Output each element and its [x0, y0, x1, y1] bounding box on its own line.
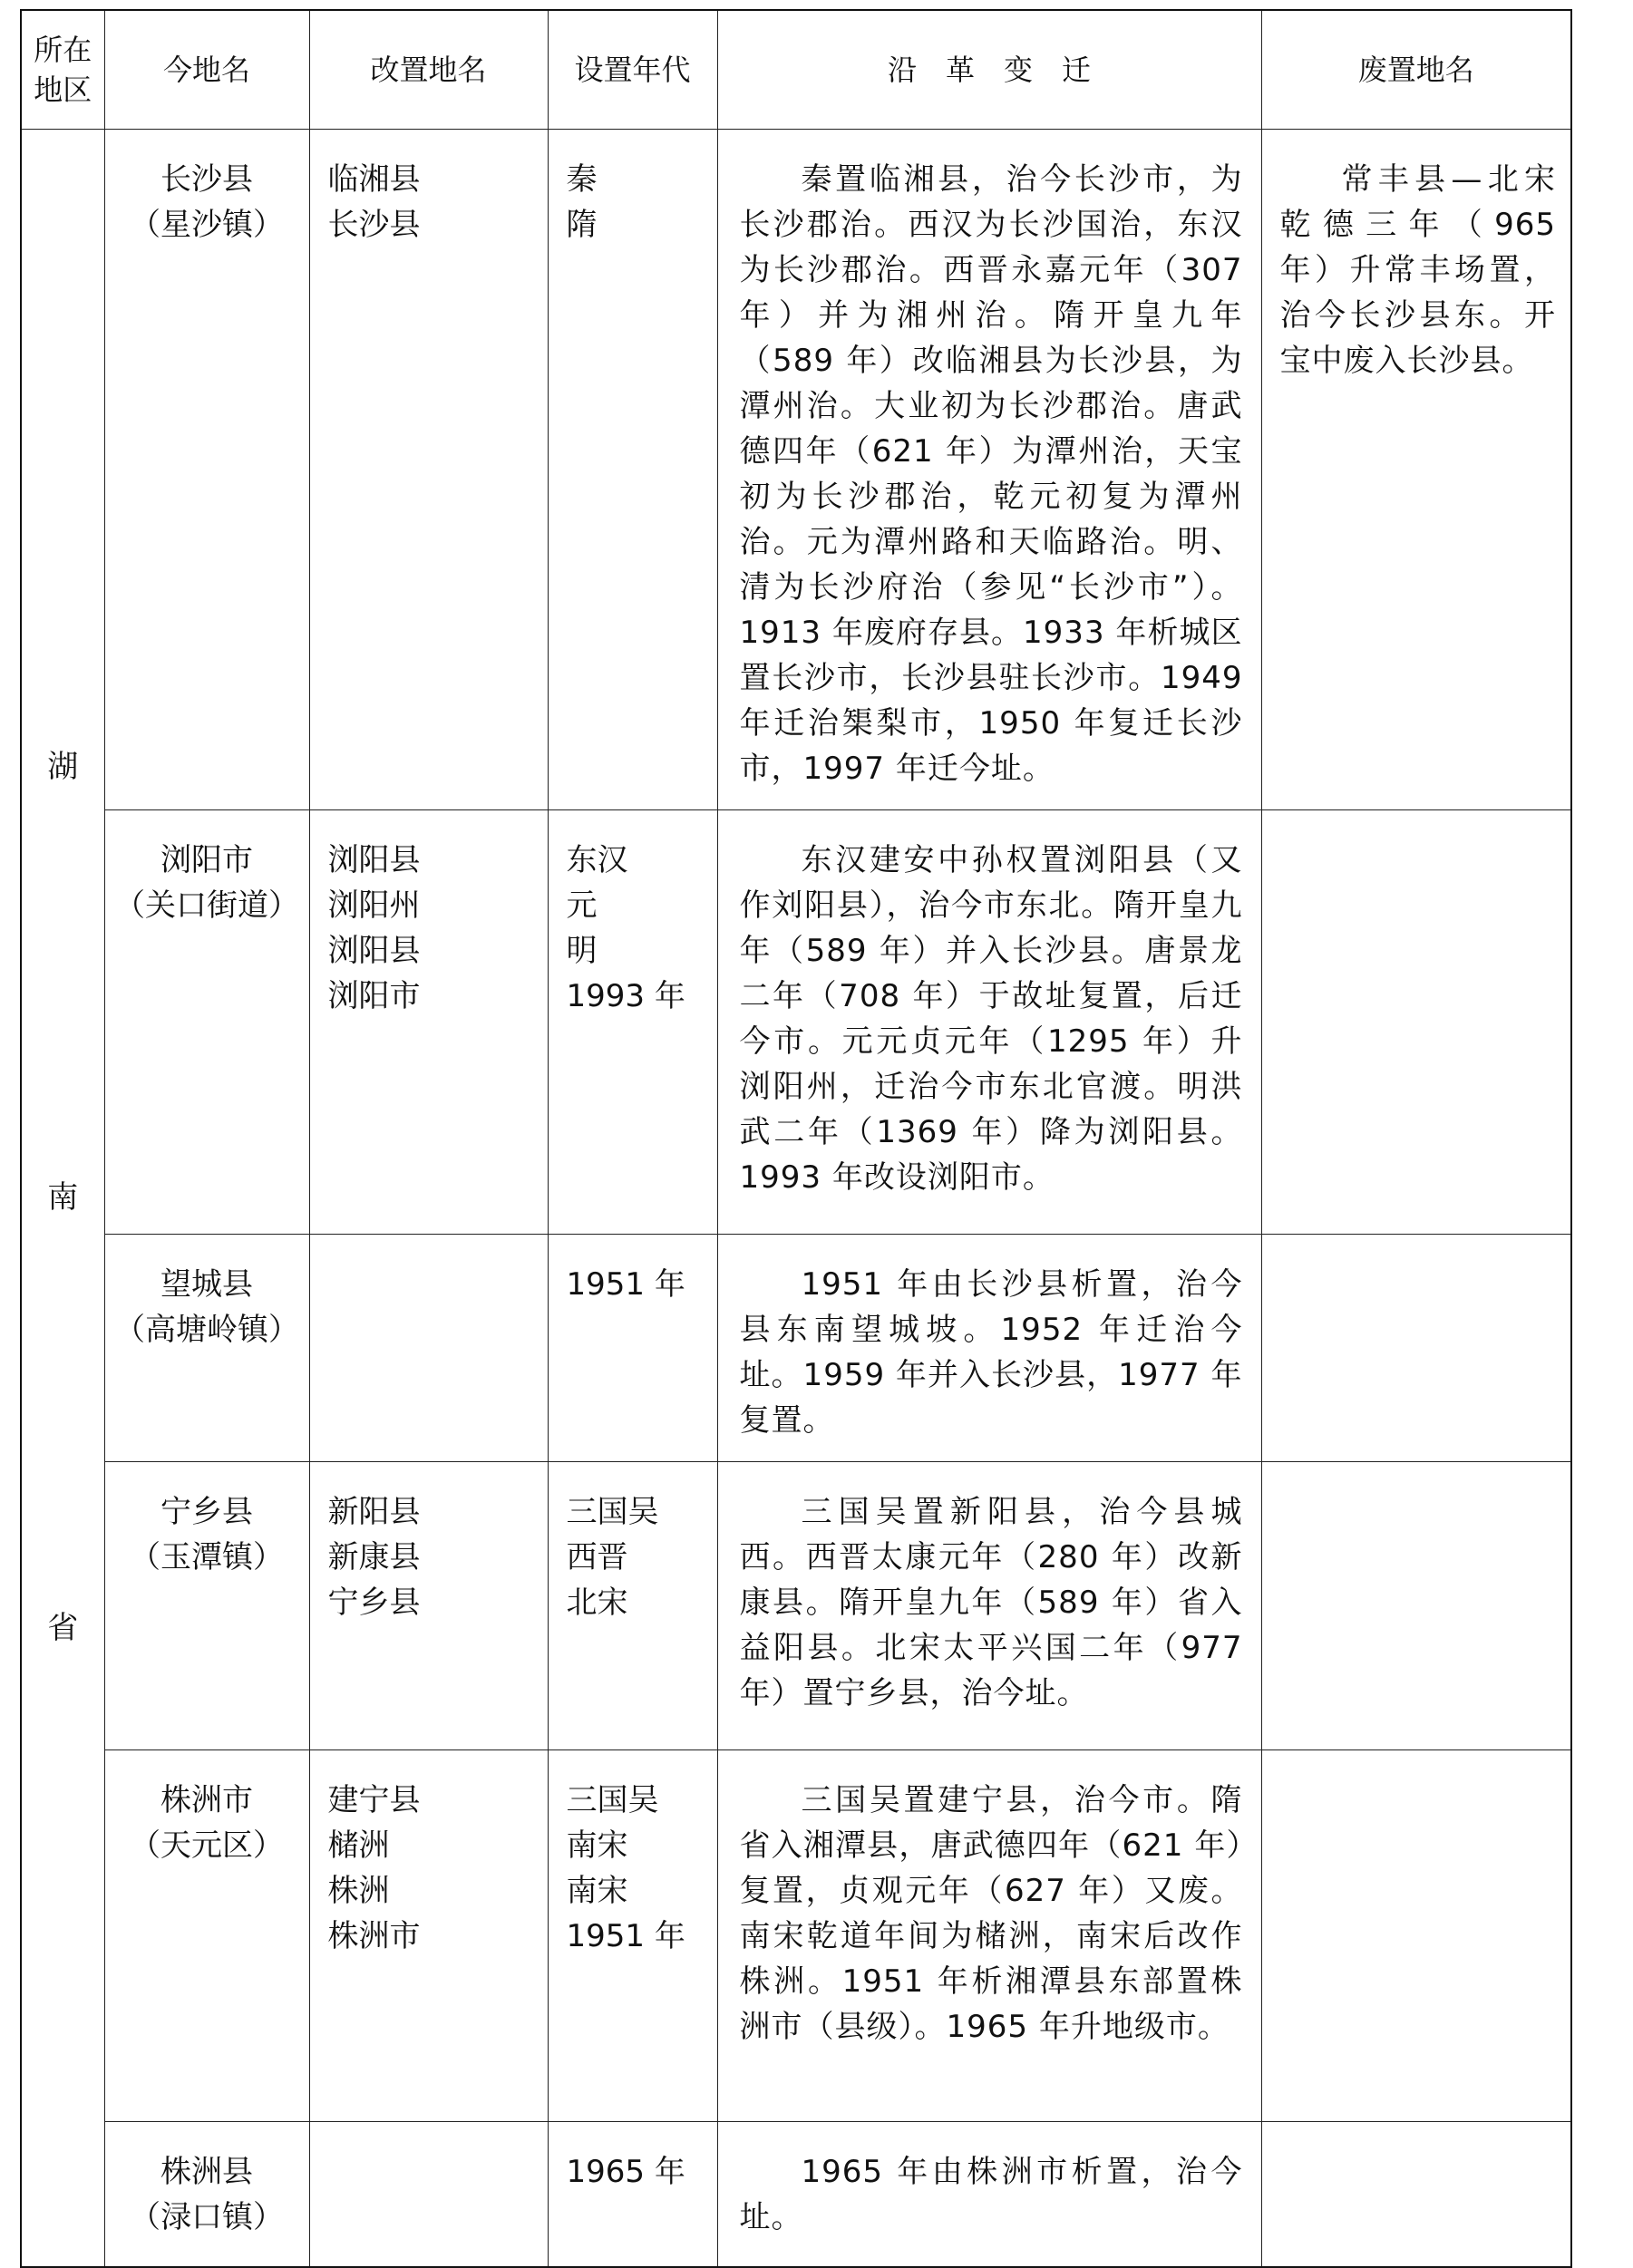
era: 西晋 — [566, 1539, 628, 1575]
current-name: 望城县 — [160, 1266, 253, 1303]
history-text: 秦置临湘县，治今长沙市，为长沙郡治。西汉为长沙国治，东汉为长沙郡治。西晋永嘉元年（307 年）并为湘州治。隋开皇九年（589 年）改临湘县为长沙县，为潭州治。大业初为长沙郡治。唐武德四年（621 年）为潭州治，天宝初为长沙郡治，乾元初复为潭州治。元为潭州路和天临路治。明、清为长沙府治（参见“长沙市”）。1913 年废府存县。1933 年析城区置长沙市，长沙县驻长沙市。1949 年迁治榘梨市，1950 年复迁长沙市，1997 年迁今址。 — [739, 161, 1243, 787]
seat-name: （关口街道） — [114, 887, 299, 924]
former-name: 槠洲 — [327, 1827, 390, 1864]
seat-name: （玉潭镇） — [130, 1539, 284, 1575]
header-former-names: 改置地名 — [309, 10, 548, 130]
former-name: 浏阳县 — [327, 933, 421, 969]
history-cell — [717, 810, 1261, 1235]
history-text: 1951 年由长沙县析置，治今县东南望城坡。1952 年迁治今址。1959 年并入长沙县，1977 年复置。 — [739, 1266, 1243, 1439]
era: 1951 年 — [566, 1918, 685, 1954]
era: 1993 年 — [566, 978, 685, 1014]
gazetteer-table — [20, 9, 1572, 2268]
abolished-cell — [1261, 810, 1571, 1235]
header-history: 沿 革 变 迁 — [717, 10, 1261, 130]
era: 1951 年 — [566, 1266, 685, 1303]
abolished-cell — [1261, 1462, 1571, 1750]
former-name: 临湘县 — [327, 161, 421, 198]
abolished-cell — [1261, 1235, 1571, 1462]
current-name: 浏阳市 — [160, 842, 253, 878]
era: 东汉 — [566, 842, 628, 878]
current-name: 宁乡县 — [160, 1494, 253, 1530]
abolished-text: 常丰县—北宋乾德三年（965 年）升常丰场置，治今长沙县东。开宝中废入长沙县。 — [1279, 161, 1556, 379]
former-name: 株洲 — [327, 1873, 390, 1909]
table-row — [21, 1235, 1571, 1462]
former-names-cell — [309, 810, 548, 1235]
seat-name: （天元区） — [130, 1827, 284, 1864]
current-name-cell — [104, 2122, 309, 2267]
former-name: 新康县 — [327, 1539, 421, 1575]
former-name: 长沙县 — [327, 207, 421, 243]
history-cell — [717, 130, 1261, 810]
established-cell — [548, 810, 717, 1235]
region-char: 湖 — [47, 749, 79, 786]
header-region: 所在地区 — [21, 10, 104, 130]
former-name: 浏阳市 — [327, 978, 421, 1014]
history-cell — [717, 1750, 1261, 2122]
history-text: 1965 年由株洲市析置，治今址。 — [739, 2154, 1243, 2235]
era: 1965 年 — [566, 2154, 685, 2190]
former-names-cell — [309, 1462, 548, 1750]
era: 元 — [566, 887, 598, 924]
former-name: 浏阳州 — [327, 887, 421, 924]
current-name-cell — [104, 1750, 309, 2122]
seat-name: （高塘岭镇） — [114, 1312, 299, 1348]
region-cell — [21, 130, 104, 2267]
former-name: 新阳县 — [327, 1494, 421, 1530]
table-row — [21, 810, 1571, 1235]
era: 明 — [566, 933, 598, 969]
table-row — [21, 2122, 1571, 2267]
current-name-cell — [104, 1462, 309, 1750]
abolished-cell — [1261, 130, 1571, 810]
table-row — [21, 130, 1571, 810]
history-cell — [717, 1235, 1261, 1462]
era: 南宋 — [566, 1873, 628, 1909]
former-name: 宁乡县 — [327, 1585, 421, 1621]
era: 北宋 — [566, 1585, 628, 1621]
history-text: 东汉建安中孙权置浏阳县（又作刘阳县），治今市东北。隋开皇九年（589 年）并入长沙县。唐景龙二年（708 年）于故址复置，后迁今市。元元贞元年（1295 年）升浏阳州，迁治今市东北官渡。明洪武二年（1369 年）降为浏阳县。1993 年改设浏阳市。 — [739, 842, 1243, 1196]
current-name: 株洲县 — [160, 2154, 253, 2190]
abolished-cell — [1261, 1750, 1571, 2122]
seat-name: （星沙镇） — [130, 207, 284, 243]
current-name-cell — [104, 1235, 309, 1462]
current-name: 长沙县 — [160, 161, 253, 198]
header-established: 设置年代 — [548, 10, 717, 130]
history-cell — [717, 1462, 1261, 1750]
era: 秦 — [566, 161, 598, 198]
era: 隋 — [566, 207, 598, 243]
current-name: 株洲市 — [160, 1782, 253, 1818]
abolished-cell — [1261, 2122, 1571, 2267]
history-text: 三国吴置新阳县，治今县城西。西晋太康元年（280 年）改新康县。隋开皇九年（589 年）省入益阳县。北宋太平兴国二年（977 年）置宁乡县，治今址。 — [739, 1494, 1243, 1711]
region-char: 省 — [47, 1610, 79, 1647]
era: 南宋 — [566, 1827, 628, 1864]
region-char: 南 — [47, 1179, 79, 1216]
established-cell — [548, 130, 717, 810]
former-names-cell — [309, 1750, 548, 2122]
history-cell — [717, 2122, 1261, 2267]
header-current-name: 今地名 — [104, 10, 309, 130]
established-cell — [548, 1750, 717, 2122]
established-cell — [548, 2122, 717, 2267]
former-name: 株洲市 — [327, 1918, 421, 1954]
current-name-cell — [104, 810, 309, 1235]
established-cell — [548, 1462, 717, 1750]
former-names-cell — [309, 130, 548, 810]
header-row — [21, 10, 1571, 130]
established-cell — [548, 1235, 717, 1462]
era: 三国吴 — [566, 1782, 659, 1818]
table-row — [21, 1462, 1571, 1750]
era: 三国吴 — [566, 1494, 659, 1530]
former-name: 建宁县 — [327, 1782, 421, 1818]
former-names-cell — [309, 2122, 548, 2267]
seat-name: （渌口镇） — [130, 2199, 284, 2235]
former-name: 浏阳县 — [327, 842, 421, 878]
former-names-cell — [309, 1235, 548, 1462]
table-row — [21, 1750, 1571, 2122]
header-abolished: 废置地名 — [1261, 10, 1571, 130]
current-name-cell — [104, 130, 309, 810]
history-text: 三国吴置建宁县，治今市。隋省入湘潭县，唐武德四年（621 年）复置，贞观元年（627 年）又废。南宋乾道年间为槠洲，南宋后改作株洲。1951 年析湘潭县东部置株洲市（县级）。1965 年升地级市。 — [739, 1782, 1243, 2045]
